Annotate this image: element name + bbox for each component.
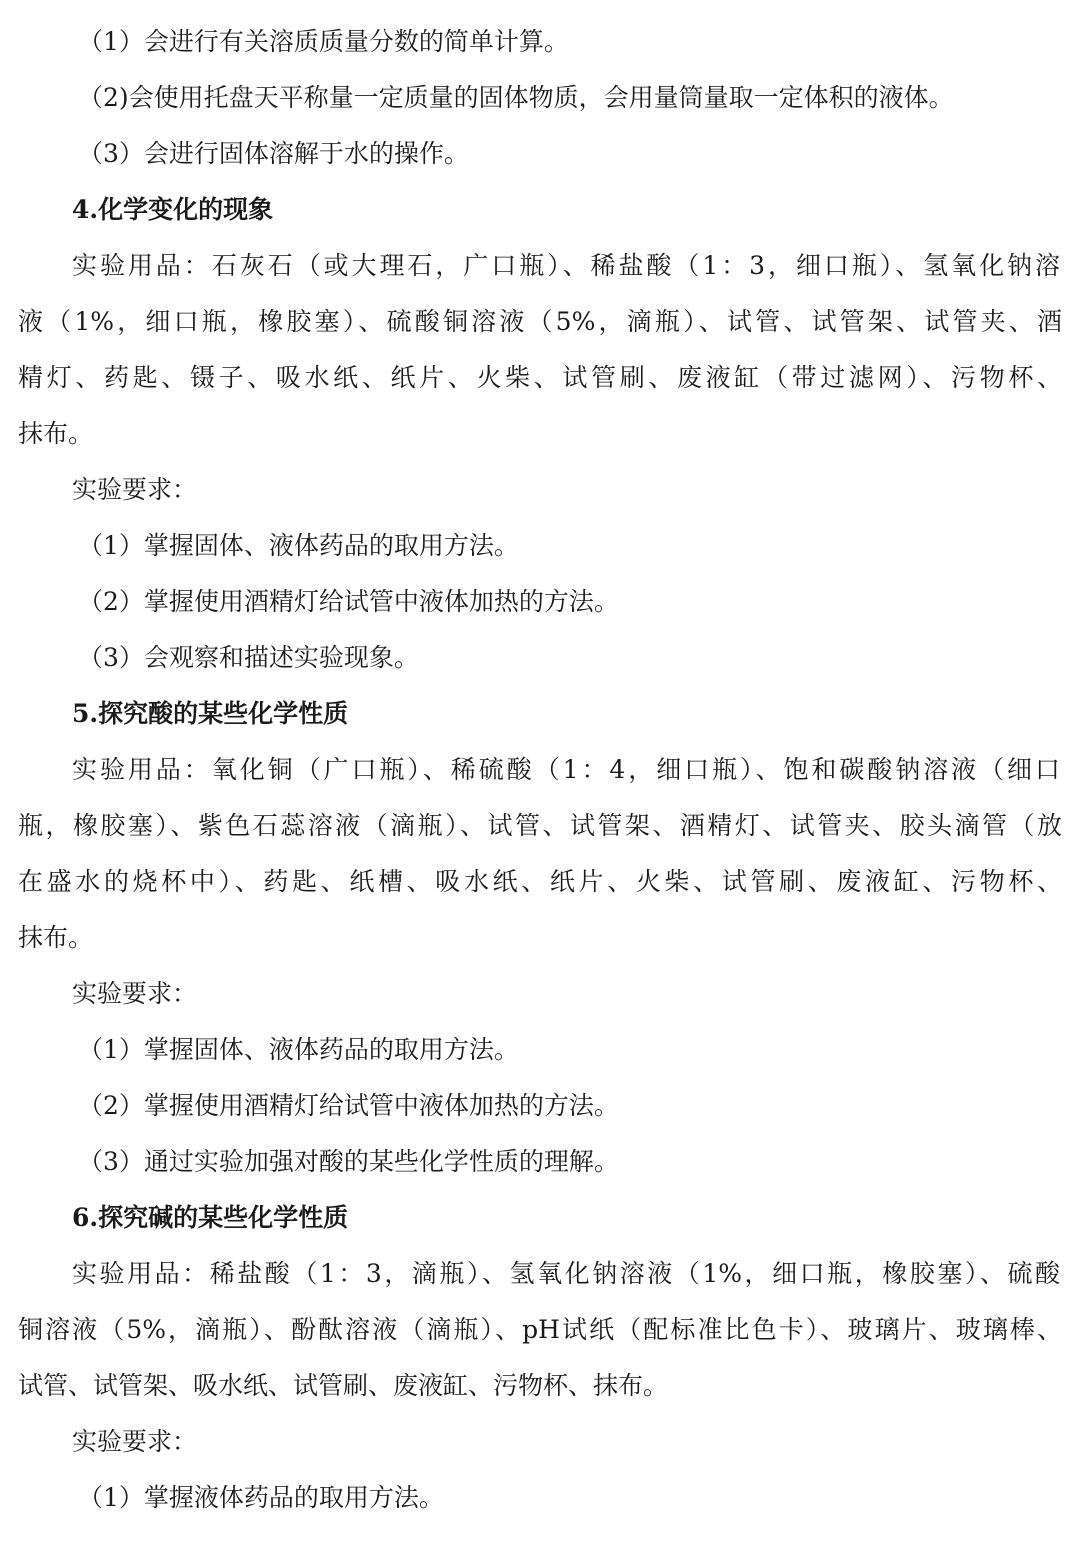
requirement-item: （2）掌握使用酒精灯给试管中液体加热的方法。 bbox=[78, 1091, 619, 1120]
requirements-label: 实验要求： bbox=[72, 1427, 198, 1456]
materials-paragraph-line: 实验用品：稀盐酸（1：3，滴瓶）、氢氧化钠溶液（1%，细口瓶，橡胶塞）、硫酸 bbox=[72, 1259, 1060, 1288]
materials-paragraph-line: 抹布。 bbox=[18, 923, 94, 952]
materials-paragraph-line: 实验用品：石灰石（或大理石，广口瓶）、稀盐酸（1：3，细口瓶）、氢氧化钠溶 bbox=[72, 251, 1060, 280]
requirements-label: 实验要求： bbox=[72, 475, 198, 504]
materials-paragraph-line: 瓶，橡胶塞）、紫色石蕊溶液（滴瓶）、试管、试管架、酒精灯、试管夹、胶头滴管（放 bbox=[18, 811, 1062, 840]
requirement-item: （3）通过实验加强对酸的某些化学性质的理解。 bbox=[78, 1147, 619, 1176]
requirement-item: （1）掌握固体、液体药品的取用方法。 bbox=[78, 1035, 519, 1064]
section-heading-6: 6.探究碱的某些化学性质 bbox=[72, 1203, 349, 1232]
materials-paragraph-line: 抹布。 bbox=[18, 419, 94, 448]
materials-paragraph-line: 液（1%，细口瓶，橡胶塞）、硫酸铜溶液（5%，滴瓶）、试管、试管架、试管夹、酒 bbox=[18, 307, 1062, 336]
requirement-item: （3）会进行固体溶解于水的操作。 bbox=[78, 139, 469, 168]
materials-paragraph-line: 试管、试管架、吸水纸、试管刷、废液缸、污物杯、抹布。 bbox=[18, 1371, 669, 1400]
requirements-label: 实验要求： bbox=[72, 979, 198, 1008]
requirement-item: （1）掌握液体药品的取用方法。 bbox=[78, 1483, 444, 1512]
materials-paragraph-line: 精灯、药匙、镊子、吸水纸、纸片、火柴、试管刷、废液缸（带过滤网）、污物杯、 bbox=[18, 363, 1062, 392]
section-heading-5: 5.探究酸的某些化学性质 bbox=[72, 699, 349, 728]
requirement-item: （1）掌握固体、液体药品的取用方法。 bbox=[78, 531, 519, 560]
materials-paragraph-line: 在盛水的烧杯中）、药匙、纸槽、吸水纸、纸片、火柴、试管刷、废液缸、污物杯、 bbox=[18, 867, 1062, 896]
materials-paragraph-line: 铜溶液（5%，滴瓶）、酚酞溶液（滴瓶）、pH试纸（配标准比色卡）、玻璃片、玻璃棒、 bbox=[18, 1315, 1062, 1344]
requirement-item: （3）会观察和描述实验现象。 bbox=[78, 643, 419, 672]
requirement-item: （2)会使用托盘天平称量一定质量的固体物质，会用量筒量取一定体积的液体。 bbox=[78, 83, 954, 112]
materials-paragraph-line: 实验用品：氧化铜（广口瓶）、稀硫酸（1：4，细口瓶）、饱和碳酸钠溶液（细口 bbox=[72, 755, 1060, 784]
requirement-item: （2）掌握使用酒精灯给试管中液体加热的方法。 bbox=[78, 587, 619, 616]
requirement-item: （1）会进行有关溶质质量分数的简单计算。 bbox=[78, 27, 569, 56]
section-heading-4: 4.化学变化的现象 bbox=[72, 195, 274, 224]
